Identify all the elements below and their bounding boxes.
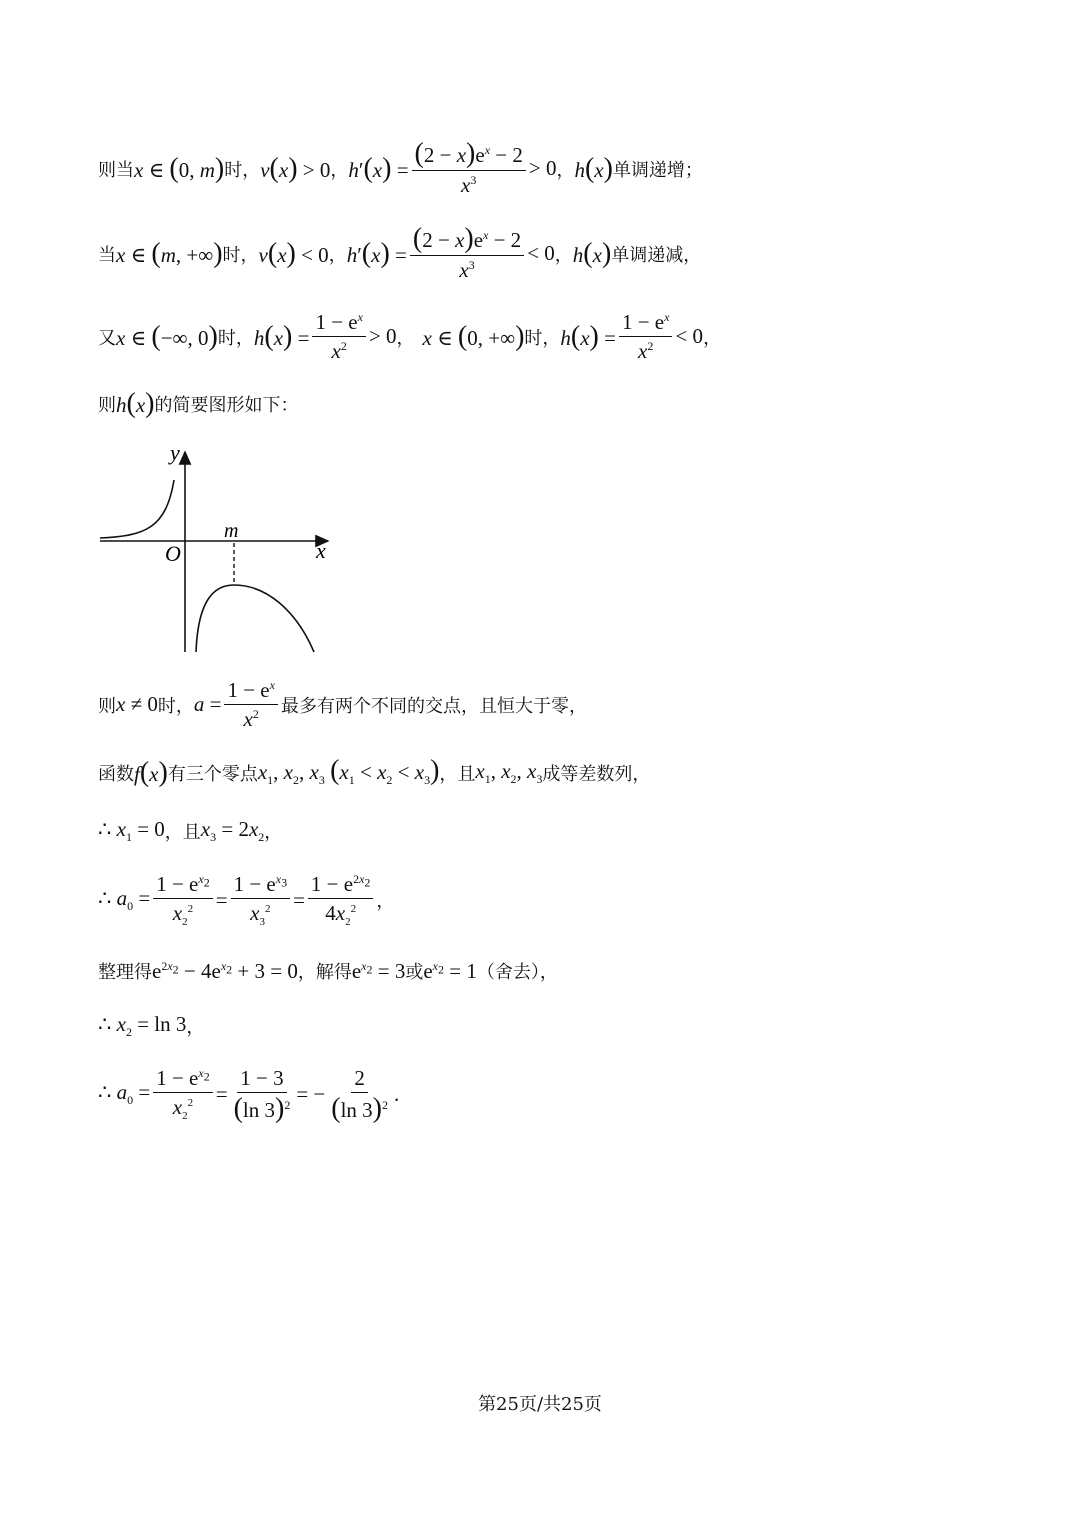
text: 则当 — [98, 159, 134, 181]
line-1: 则当 x ∈ (0, m) 时， v(x) > 0 ， h′(x) = $\frac{(2 - x)e^x - 2}{x^3}$ > 0 ， h(x) 单调递增； — [98, 138, 703, 197]
text: 有三个零点 — [167, 763, 258, 785]
line-3: 又 x ∈ (−∞, 0) 时， h(x) = $\frac{1 - e^x}{x^2}$ > 0 ， x ∈ (0, +∞) 时， h(x) = $\frac{1 - e^x}{x^2}$ < 0 ， — [98, 310, 722, 364]
line-9: 整理得 $e^{2x_2} - 4e^{x_2} + 3 = 0$ ，解得 $e^{x_2} = 3$ 或 $e^{x_2} = 1$ （舍去）， — [98, 958, 558, 983]
m-label: m — [224, 520, 239, 542]
fraction: $\frac{1 - e^{x_3}}{x_3^2}$ — [231, 872, 291, 929]
line-2: 当 x ∈ (m, +∞) 时， v(x) < 0 ， h′(x) = $\frac{(2 - x)e^x - 2}{x^3}$ < 0 ， h(x) 单调递减， — [98, 223, 702, 282]
line-4: 则 h(x) 的简要图形如下： — [98, 388, 299, 419]
line-5: 则 x ≠ 0 时， a = $\frac{1 - e^x}{x^2}$ 最多有两个不同的交点，且恒大于零， — [98, 678, 587, 732]
function-graph — [96, 440, 346, 660]
y-label: y — [170, 440, 180, 465]
text: 单调递减， — [611, 244, 702, 266]
text: ，且 — [164, 822, 201, 844]
text: ， — [330, 159, 349, 181]
fraction: $\frac{1 - 3}{(\ln 3)^2}$ — [233, 1066, 291, 1125]
text: ， — [186, 1017, 205, 1039]
text: 则 — [98, 395, 116, 416]
text: 最多有两个不同的交点，且恒大于零， — [280, 695, 587, 717]
fraction: $\frac{1 - e^x}{x^2}$ — [619, 310, 673, 363]
text: . — [394, 1082, 400, 1107]
text: （舍去）， — [476, 962, 558, 983]
text: ， — [556, 159, 575, 181]
x-label: x — [316, 538, 326, 563]
text: 又 — [98, 327, 116, 349]
text: 或 — [405, 962, 424, 983]
text: 则 — [98, 695, 116, 717]
text: 整理得 — [98, 962, 152, 983]
text: 时， — [217, 327, 254, 349]
left-branch-curve — [100, 480, 174, 538]
text: 时， — [157, 695, 194, 717]
text: ，解得 — [297, 962, 352, 983]
fraction: $\frac{1 - e^{x_2}}{x_2^2}$ — [153, 1066, 213, 1123]
text: ， — [376, 891, 395, 913]
fraction: $\frac{1 - e^x}{x^2}$ — [312, 310, 366, 363]
text: 函数 — [98, 763, 134, 785]
fraction: $\frac{1 - e^{x_2}}{x_2^2}$ — [153, 872, 213, 929]
text: ， — [703, 327, 722, 349]
line-10: ∴ $x_2 = \ln 3$ ， — [98, 1012, 205, 1040]
fraction: $\frac{1 - e^{2x_2}}{4x_2^2}$ — [308, 872, 374, 929]
fraction: $\frac{(2 - x)e^x - 2}{x^3}$ — [410, 225, 524, 282]
text: 时， — [224, 159, 261, 181]
fraction: $\frac{1 - e^x}{x^2}$ — [224, 678, 278, 731]
text: 时， — [524, 327, 561, 349]
text: ， — [554, 244, 573, 266]
line-7: ∴ $x_1 = 0$ ，且 $x_3 = 2x_2$ ， — [98, 817, 283, 845]
right-branch-curve — [196, 585, 314, 652]
line-8: ∴ $a_0$ = $\frac{1 - e^{x_2}}{x_2^2}$ = $\frac{1 - e^{x_3}}{x_3^2}$ = $\frac{1 - e^{2x_2}}{4x_2^2}$ ， — [98, 872, 395, 929]
line-11: ∴ $a_0$ = $\frac{1 - e^{x_2}}{x_2^2}$ = $\frac{1 - 3}{(\ln 3)^2}$ = − $\frac{2}{(\ln 3)^2}$ . — [98, 1066, 400, 1125]
text: 成等差数列， — [542, 763, 651, 785]
text: ， — [328, 244, 347, 266]
text: ， — [264, 822, 283, 844]
page-footer: 第25页/共25页 — [478, 1394, 602, 1415]
text: 时， — [222, 244, 259, 266]
fraction: $\frac{2}{(\ln 3)^2}$ — [331, 1066, 388, 1125]
text: 当 — [98, 244, 116, 266]
text: 的简要图形如下： — [154, 395, 299, 416]
text: 单调递增； — [612, 159, 703, 181]
fraction: $\frac{(2 - x)e^x - 2}{x^3}$ — [412, 140, 526, 197]
origin-label: O — [165, 541, 181, 566]
line-6: 函数 f(x) 有三个零点 $x_1$, $x_2$, $x_3$ $(x_1 < x_2 < x_3)$ ，且 $x_1$, $x_2$, $x_3$ 成等差数列， — [98, 755, 651, 788]
text: ，且 — [439, 763, 476, 785]
text: ， — [396, 327, 415, 349]
